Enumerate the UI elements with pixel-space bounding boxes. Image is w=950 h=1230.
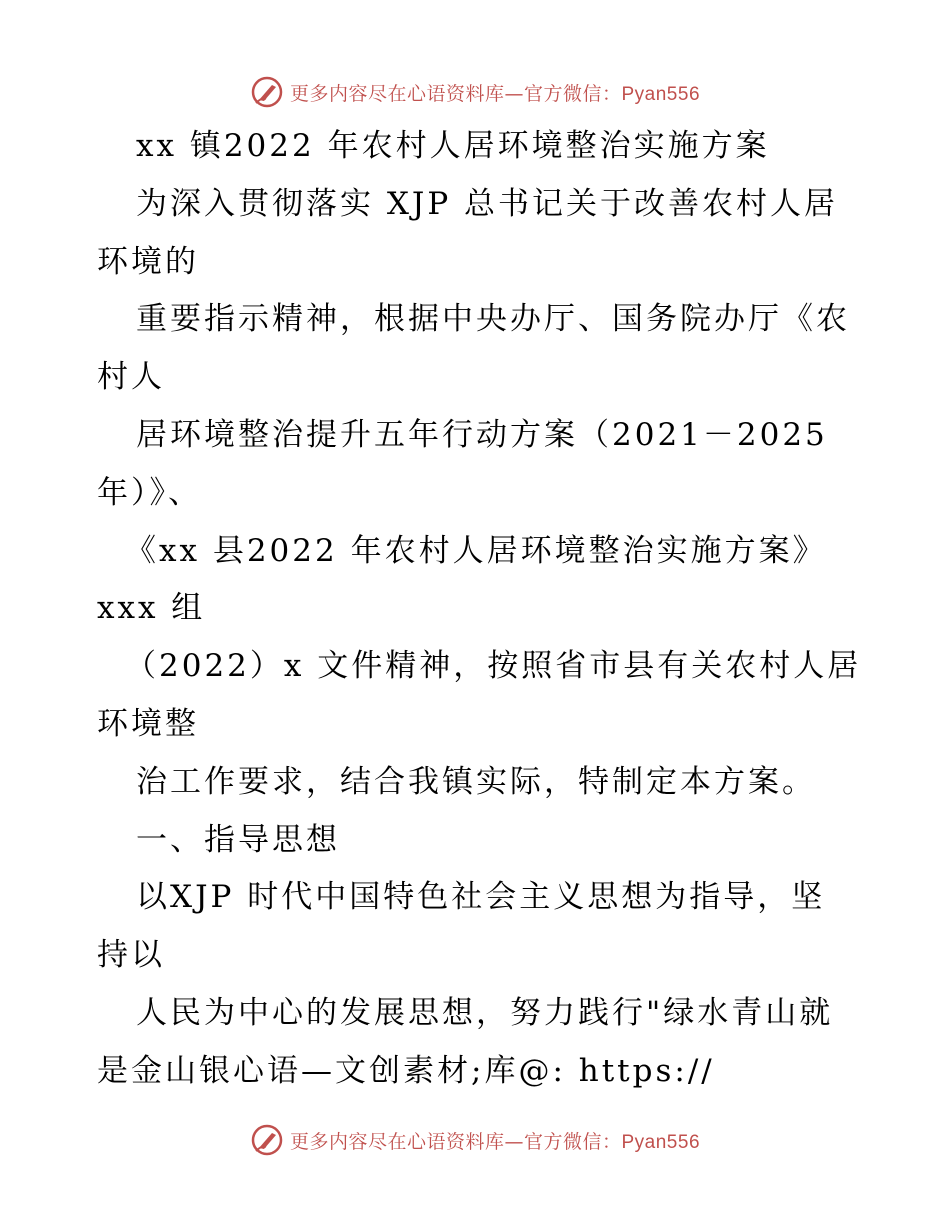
paragraph-line: 环境的 — [97, 243, 199, 280]
document-body — [97, 118, 887, 1101]
footer-watermark-banner — [0, 1120, 950, 1160]
paragraph-line: xxx 组 — [97, 590, 206, 627]
paragraph-line: 持以 — [97, 937, 165, 974]
paragraph-line: 人民为中心的发展思想，努力践行"绿水青山就 — [136, 994, 834, 1031]
banner-text — [290, 1127, 700, 1154]
section-heading: 一、指导思想 — [136, 821, 340, 858]
banner-text — [290, 79, 700, 106]
header-watermark-banner — [0, 72, 950, 112]
banner-label: 更多内容尽在心语资料库—官方微信： — [289, 82, 622, 105]
paragraph-line: 《xx 县2022 年农村人居环境整治实施方案》 — [125, 532, 827, 569]
paragraph-line: 居环境整治提升五年行动方案（2021－2025 — [136, 416, 828, 453]
quill-logo-icon — [250, 75, 284, 109]
paragraph-line: 年）》、 — [97, 474, 202, 511]
paragraph-line: 以XJP 时代中国特色社会主义思想为指导，坚 — [136, 879, 826, 916]
banner-wechat-id: Pyan556 — [621, 1131, 701, 1153]
paragraph-line: 村人 — [97, 359, 165, 396]
paragraph-line: 重要指示精神，根据中央办厅、国务院办厅《农 — [136, 301, 850, 338]
quill-logo-icon — [250, 1123, 284, 1157]
paragraph-line: 为深入贯彻落实 XJP 总书记关于改善农村人居 — [136, 185, 839, 222]
paragraph-line: 环境整 — [97, 705, 199, 742]
paragraph-line: 是金山银心语—文创素材;库@: https:// — [97, 1052, 715, 1089]
paragraph-line: （2022）x 文件精神，按照省市县有关农村人居 — [125, 648, 862, 685]
banner-wechat-id: Pyan556 — [621, 83, 701, 105]
document-title: xx 镇2022 年农村人居环境整治实施方案 — [136, 128, 770, 164]
paragraph-line: 治工作要求，结合我镇实际，特制定本方案。 — [136, 763, 816, 800]
banner-label: 更多内容尽在心语资料库—官方微信： — [289, 1130, 622, 1153]
